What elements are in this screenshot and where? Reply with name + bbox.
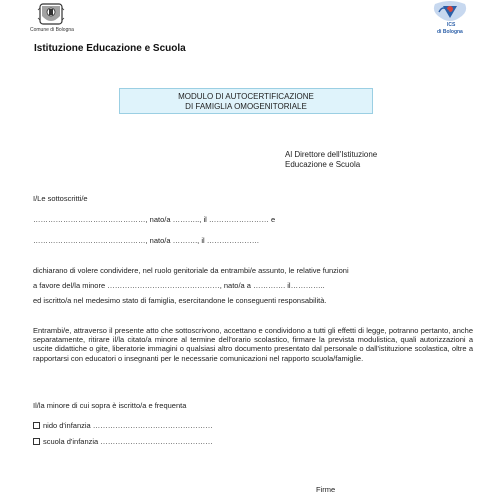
signers-label: I/Le sottoscritti/e — [33, 194, 88, 203]
form-title-line2: DI FAMIGLIA OMOGENITORIALE — [185, 102, 307, 111]
option-preschool[interactable] — [33, 437, 213, 446]
logo-city-text: di Bologna — [437, 29, 463, 35]
logo-ics-text: ICS — [447, 22, 456, 28]
option-nursery-label: nido d'infanzia ………………………………………… — [43, 421, 213, 430]
declare-line-1: dichiarano di volere condividere, nel ruolo genitoriale da entrambi/e assunto, le relative funzioni — [33, 266, 349, 275]
nursery-checkbox[interactable] — [33, 422, 40, 429]
enrolled-label: Il/la minore di cui sopra è iscritto/a e frequenta — [33, 401, 187, 410]
responsibilities-paragraph: Entrambi/e, attraverso il presente atto che sottoscrivono, accettano e condividono a tutti gli effetti di legge, potranno pertanto, anche separatamente, ritirare il/la citato/a minore al termine dell'orario scolastico, firmare la prevista modulistica, quali autorizzazioni a uscite didattiche o gite, liberatorie immagini o qualsiasi altro documento presentato dal personale o dall'istituzione scolastica, oltre a rapportarsi con educatori o insegnanti per le necessarie comunicazioni nel rapporto scuola/famiglie. — [33, 326, 473, 363]
signer-line-1[interactable]: ………………………………………, nato/a ……….., il …………………… e — [33, 215, 276, 224]
declare-line-3: ed iscritto/a nel medesimo stato di famiglia, esercitandone le conseguenti responsabilità. — [33, 296, 327, 305]
addressee-block — [285, 150, 377, 170]
comune-crest-icon — [36, 2, 66, 28]
signer-line-2[interactable]: ………………………………………, nato/a ………., il ………………… — [33, 236, 260, 245]
option-preschool-label: scuola d'infanzia ……………………………………… — [43, 437, 213, 446]
comune-label: Comune di Bologna — [30, 27, 74, 33]
addressee-line1: Al Direttore dell'Istituzione — [285, 150, 378, 159]
addressee-line2: Educazione e Scuola — [285, 160, 361, 169]
preschool-checkbox[interactable] — [33, 438, 40, 445]
form-title-line1: MODULO DI AUTOCERTIFICAZIONE — [178, 92, 314, 101]
institution-title: Istituzione Educazione e Scuola — [34, 43, 186, 54]
option-nursery[interactable] — [33, 421, 213, 430]
signature-label: Firme — [316, 485, 336, 494]
declare-line-2[interactable]: a favore del/la minore ………………………………………, nato/a a …………. il………….. — [33, 281, 325, 290]
form-title-box — [119, 88, 373, 114]
